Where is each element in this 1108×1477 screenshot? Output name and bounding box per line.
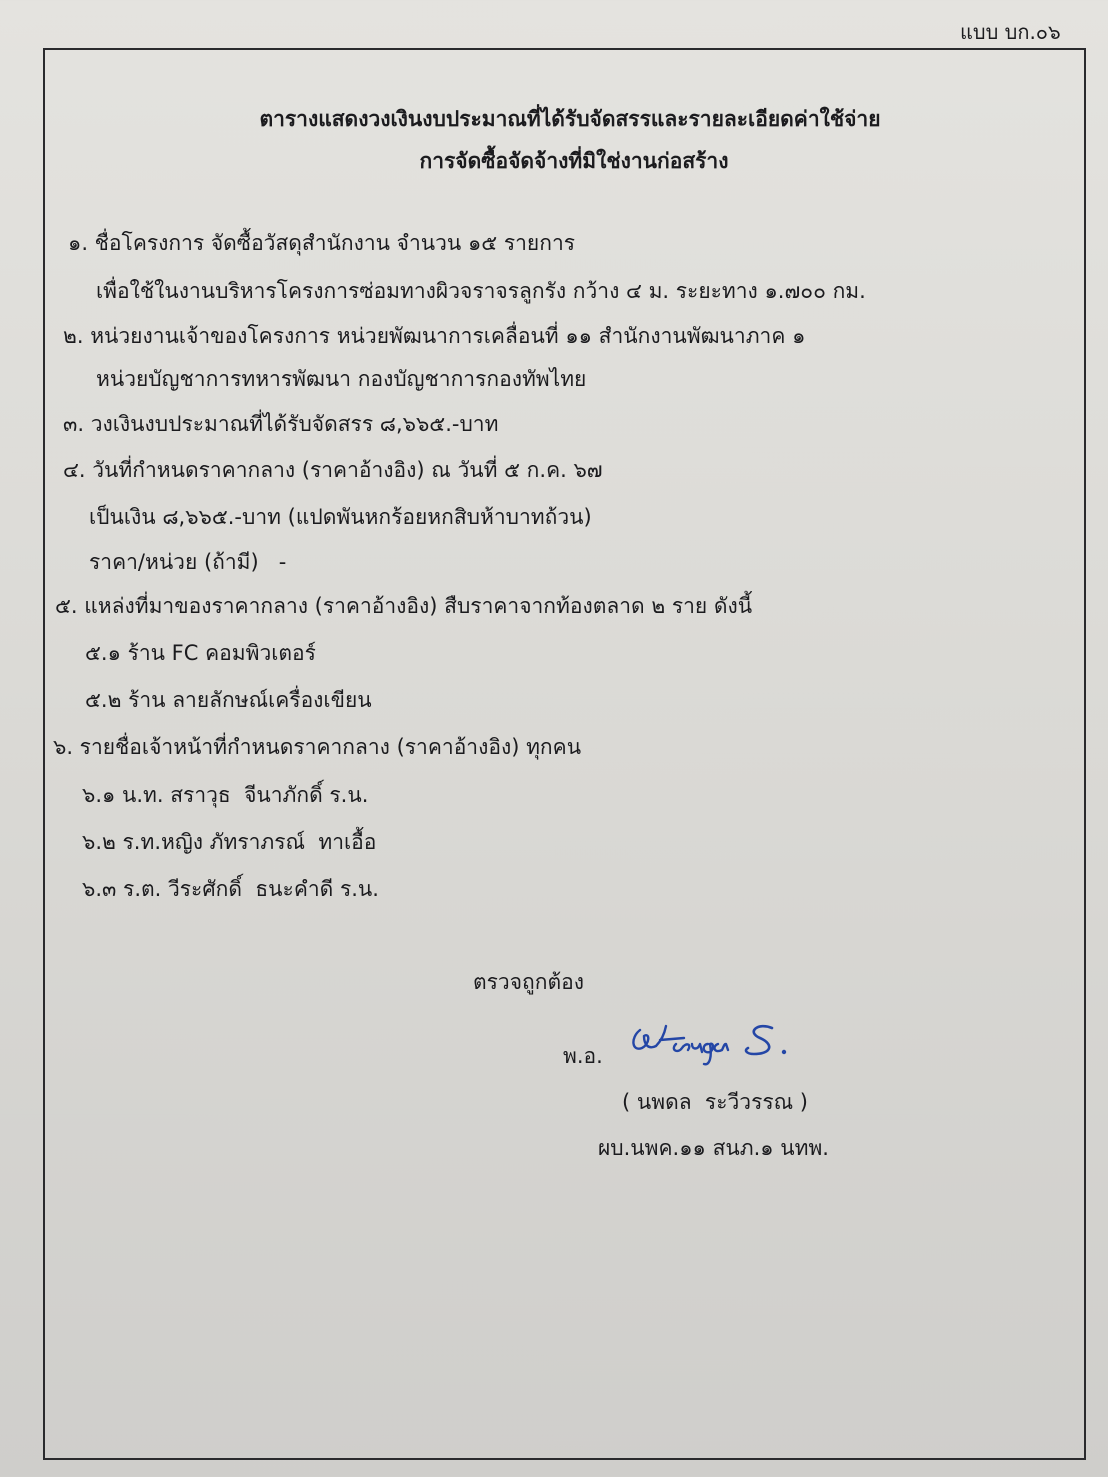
document-title-line-1: ตารางแสดงวงเงินงบประมาณที่ได้รับจัดสรรและรายละเอียดค่าใช้จ่าย	[259, 107, 881, 131]
item-5-1-shop: ๕.๑ ร้าน FC คอมพิวเตอร์	[85, 641, 316, 665]
signer-position: ผบ.นพค.๑๑ สนภ.๑ นทพ.	[598, 1136, 829, 1160]
item-5-price-source: ๕. แหล่งที่มาของราคากลาง (ราคาอ้างอิง) สืบราคาจากท้องตลาด ๒ ราย ดังนี้	[55, 594, 753, 618]
item-6-officials: ๖. รายชื่อเจ้าหน้าที่กำหนดราคากลาง (ราคาอ้างอิง) ทุกคน	[53, 735, 582, 759]
signature	[626, 1016, 798, 1072]
item-2-owner-unit: ๒. หน่วยงานเจ้าของโครงการ หน่วยพัฒนาการเคลื่อนที่ ๑๑ สำนักงานพัฒนาภาค ๑	[63, 324, 806, 348]
item-3-budget: ๓. วงเงินงบประมาณที่ได้รับจัดสรร ๘,๖๖๕.-บาท	[63, 412, 499, 436]
form-code: แบบ บก.๐๖	[960, 20, 1061, 44]
item-1-project-name: ๑. ชื่อโครงการ จัดซื้อวัสดุสำนักงาน จำนวน ๑๕ รายการ	[68, 231, 576, 255]
document-title-line-2: การจัดซื้อจัดจ้างที่มิใช่งานก่อสร้าง	[419, 149, 729, 173]
verification-label: ตรวจถูกต้อง	[473, 970, 584, 994]
item-1-purpose: เพื่อใช้ในงานบริหารโครงการซ่อมทางผิวจราจรลูกรัง กว้าง ๔ ม. ระยะทาง ๑.๗๐๐ กม.	[96, 279, 866, 303]
item-6-3-official: ๖.๓ ร.ต. วีระศักดิ์ ธนะคำดี ร.น.	[82, 877, 379, 901]
item-4-reference-date: ๔. วันที่กำหนดราคากลาง (ราคาอ้างอิง) ณ วันที่ ๕ ก.ค. ๖๗	[63, 458, 603, 482]
item-6-1-official: ๖.๑ น.ท. สราวุธ จีนาภักดิ์ ร.น.	[82, 783, 369, 807]
item-5-2-shop: ๕.๒ ร้าน ลายลักษณ์เครื่องเขียน	[85, 688, 372, 712]
item-6-2-official: ๖.๒ ร.ท.หญิง ภัทราภรณ์ ทาเอื้อ	[82, 830, 377, 854]
signer-rank: พ.อ.	[563, 1044, 603, 1068]
item-4-unit-price: ราคา/หน่วย (ถ้ามี) -	[89, 550, 287, 574]
signer-name: ( นพดล ระวีวรรณ )	[622, 1090, 808, 1114]
item-4-amount: เป็นเงิน ๘,๖๖๕.-บาท (แปดพันหกร้อยหกสิบห้าบาทถ้วน)	[89, 505, 592, 529]
item-2-owner-unit-cont: หน่วยบัญชาการทหารพัฒนา กองบัญชาการกองทัพไทย	[96, 367, 587, 391]
